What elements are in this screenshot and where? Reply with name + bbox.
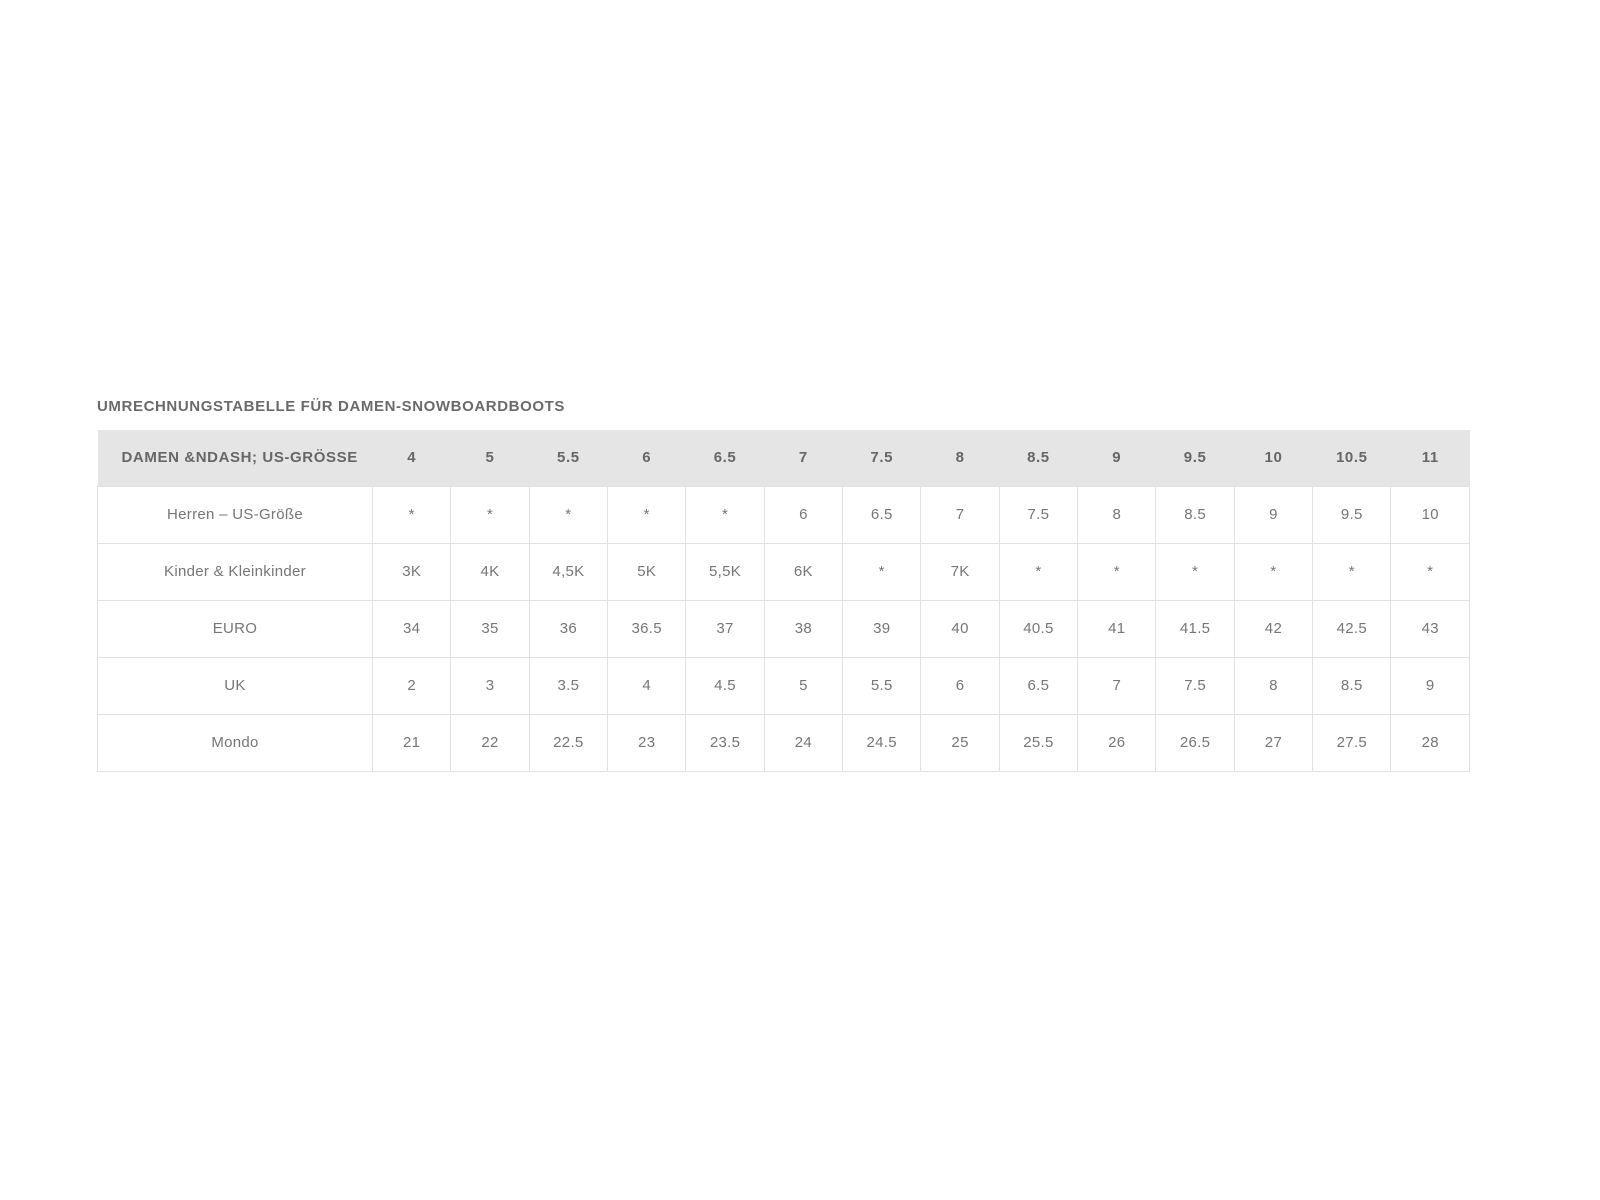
size-conversion-table bbox=[97, 430, 1470, 772]
table-cell: 26.5 bbox=[1156, 714, 1234, 771]
row-label: Herren – US-Größe bbox=[98, 486, 373, 543]
table-cell: 23.5 bbox=[686, 714, 764, 771]
table-cell: 6.5 bbox=[999, 657, 1077, 714]
row-label: Mondo bbox=[98, 714, 373, 771]
table-cell: 8 bbox=[1078, 486, 1156, 543]
table-cell: 22.5 bbox=[529, 714, 607, 771]
table-cell: 36.5 bbox=[608, 600, 686, 657]
table-cell: * bbox=[1234, 543, 1312, 600]
table-cell: * bbox=[843, 543, 921, 600]
table-cell: 39 bbox=[843, 600, 921, 657]
table-cell: 6 bbox=[921, 657, 999, 714]
header-size-cell: 8.5 bbox=[1027, 449, 1050, 467]
table-cell: * bbox=[1313, 543, 1391, 600]
table-row bbox=[98, 543, 1470, 600]
table-cell: 4 bbox=[608, 657, 686, 714]
table-cell: 27.5 bbox=[1313, 714, 1391, 771]
table-cell: 24.5 bbox=[843, 714, 921, 771]
table-cell: * bbox=[608, 486, 686, 543]
header-size-cell: 11 bbox=[1421, 449, 1439, 467]
table-cell: 41 bbox=[1078, 600, 1156, 657]
header-size-cell: 6 bbox=[642, 449, 652, 467]
header-size-cell: 8 bbox=[955, 449, 965, 467]
header-size-cell: 5 bbox=[485, 449, 495, 467]
table-cell: * bbox=[686, 486, 764, 543]
table-cell: 10 bbox=[1391, 486, 1470, 543]
table-cell: 42.5 bbox=[1313, 600, 1391, 657]
table-cell: * bbox=[1156, 543, 1234, 600]
header-size-cell: 7.5 bbox=[870, 449, 894, 467]
table-cell: 4.5 bbox=[686, 657, 764, 714]
table-cell: 6K bbox=[764, 543, 842, 600]
table-cell: * bbox=[999, 543, 1077, 600]
table-cell: 6.5 bbox=[843, 486, 921, 543]
table-cell: 35 bbox=[451, 600, 529, 657]
header-size-cell: 7 bbox=[798, 449, 808, 467]
row-label: Kinder & Kleinkinder bbox=[98, 543, 373, 600]
header-size-cell: 10 bbox=[1264, 449, 1283, 467]
table-cell: 43 bbox=[1391, 600, 1470, 657]
table-cell: * bbox=[529, 486, 607, 543]
table-cell: 36 bbox=[529, 600, 607, 657]
table-cell: 9 bbox=[1234, 486, 1312, 543]
table-cell: 40.5 bbox=[999, 600, 1077, 657]
row-label: EURO bbox=[98, 600, 373, 657]
table-cell: 6 bbox=[764, 486, 842, 543]
table-cell: 27 bbox=[1234, 714, 1312, 771]
header-row bbox=[98, 430, 1470, 486]
header-label: DAMEN &NDASH; US-GRÖSSE bbox=[121, 449, 358, 467]
table-cell: 7.5 bbox=[999, 486, 1077, 543]
header-size-cell: 6.5 bbox=[713, 449, 737, 467]
header-size-cell: 10.5 bbox=[1335, 449, 1368, 467]
table-cell: 5,5K bbox=[686, 543, 764, 600]
table-cell: 8.5 bbox=[1313, 657, 1391, 714]
table-cell: 42 bbox=[1234, 600, 1312, 657]
table-cell: * bbox=[451, 486, 529, 543]
table-cell: 21 bbox=[373, 714, 451, 771]
table-cell: 7 bbox=[1078, 657, 1156, 714]
table-cell: 3 bbox=[451, 657, 529, 714]
row-label: UK bbox=[98, 657, 373, 714]
table-cell: 4K bbox=[451, 543, 529, 600]
table-cell: 7K bbox=[921, 543, 999, 600]
size-chart-section bbox=[97, 399, 1470, 772]
table-cell: 8.5 bbox=[1156, 486, 1234, 543]
table-cell: 37 bbox=[686, 600, 764, 657]
table-cell: 25.5 bbox=[999, 714, 1077, 771]
header-size-cell: 5.5 bbox=[557, 449, 580, 467]
table-cell: 7 bbox=[921, 486, 999, 543]
table-body bbox=[98, 486, 1470, 771]
table-cell: 9.5 bbox=[1313, 486, 1391, 543]
table-cell: 22 bbox=[451, 714, 529, 771]
table-cell: 26 bbox=[1078, 714, 1156, 771]
table-cell: 8 bbox=[1234, 657, 1312, 714]
table-cell: 4,5K bbox=[529, 543, 607, 600]
table-cell: * bbox=[1078, 543, 1156, 600]
table-cell: 7.5 bbox=[1156, 657, 1234, 714]
table-cell: * bbox=[1391, 543, 1470, 600]
header-size-cell: 4 bbox=[407, 449, 417, 467]
table-cell: 5 bbox=[764, 657, 842, 714]
table-cell: 25 bbox=[921, 714, 999, 771]
table-cell: 5K bbox=[608, 543, 686, 600]
size-chart-title: UMRECHNUNGSTABELLE FÜR DAMEN-SNOWBOARDBOOTS bbox=[97, 398, 565, 415]
table-cell: 24 bbox=[764, 714, 842, 771]
table-cell: 9 bbox=[1391, 657, 1470, 714]
table-row bbox=[98, 486, 1470, 543]
table-cell: 34 bbox=[373, 600, 451, 657]
table-cell: 5.5 bbox=[843, 657, 921, 714]
table-cell: 2 bbox=[373, 657, 451, 714]
table-row bbox=[98, 600, 1470, 657]
table-cell: 28 bbox=[1391, 714, 1470, 771]
table-cell: 3.5 bbox=[529, 657, 607, 714]
table-cell: 3K bbox=[373, 543, 451, 600]
table-cell: 23 bbox=[608, 714, 686, 771]
table-cell: 38 bbox=[764, 600, 842, 657]
table-cell: * bbox=[373, 486, 451, 543]
table-row bbox=[98, 714, 1470, 771]
table-cell: 40 bbox=[921, 600, 999, 657]
table-row bbox=[98, 657, 1470, 714]
table-cell: 41.5 bbox=[1156, 600, 1234, 657]
header-size-cell: 9.5 bbox=[1183, 449, 1207, 467]
header-size-cell: 9 bbox=[1112, 449, 1122, 467]
